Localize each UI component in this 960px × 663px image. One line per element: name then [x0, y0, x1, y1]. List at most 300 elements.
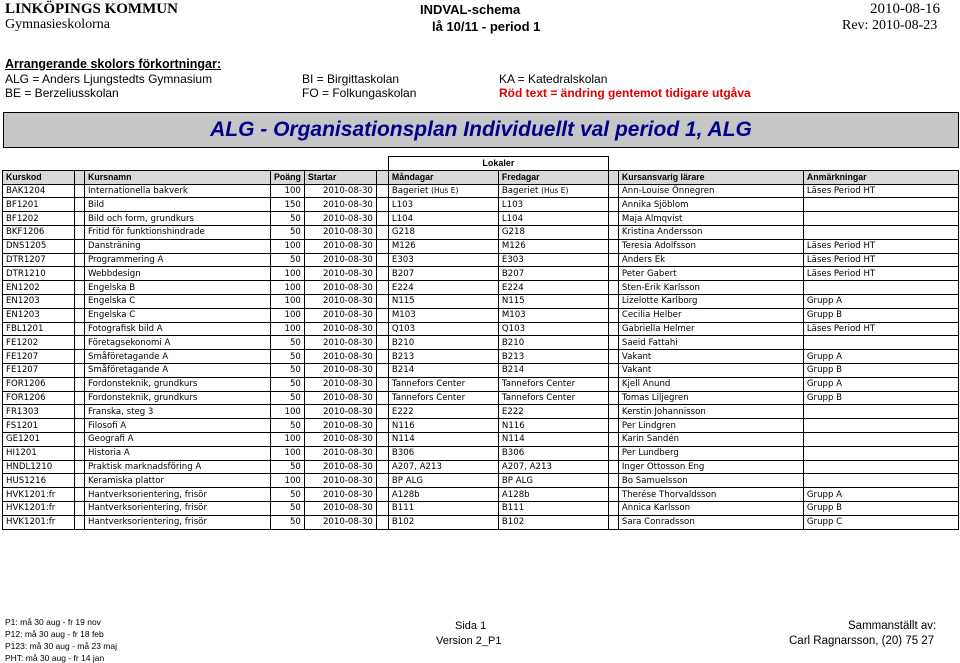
teacher-text: Bo Samuelsson [621, 475, 688, 486]
course-code [3, 432, 75, 446]
course-code [3, 391, 75, 405]
teacher-text: Ann-Louise Önnegren [621, 185, 715, 196]
teacher-text: Inger Ottosson Eng [621, 461, 705, 472]
monday-room-text: M103 [391, 310, 416, 321]
monday-room [388, 515, 498, 529]
course-start-text: 2010-08-30 [322, 323, 373, 334]
course-points [271, 432, 305, 446]
course-code-text: EN1202 [6, 282, 40, 293]
table-row [3, 432, 959, 446]
revision-date: Rev: 2010-08-23 [842, 18, 938, 33]
course-points [271, 460, 305, 474]
lokaler-header: Lokaler [388, 157, 608, 171]
footer-period-p1: P1: må 30 aug - fr 19 nov [5, 617, 101, 627]
monday-room-text: Tannefors Center [391, 392, 466, 403]
friday-room [498, 460, 608, 474]
course-name-text: Hantverksorientering, frisör [88, 503, 207, 514]
course-name-text: Fordonsteknik, grundkurs [88, 379, 198, 390]
monday-room [388, 501, 498, 515]
teacher-text: Per Lundberg [621, 448, 679, 459]
monday-room [388, 432, 498, 446]
remark-text: Läses Period HT [806, 268, 876, 279]
col-kursnamn: Kursnamn [85, 170, 271, 184]
friday-room [498, 391, 608, 405]
remark-text: Läses Period HT [806, 185, 876, 196]
abbr-be: BE = Berzeliusskolan [5, 86, 119, 100]
course-points-text: 100 [284, 434, 301, 445]
teacher [618, 501, 803, 515]
monday-room-text: L103 [391, 199, 414, 210]
course-name [85, 308, 271, 322]
monday-room-text: B306 [391, 448, 415, 459]
monday-room [388, 460, 498, 474]
monday-room [388, 350, 498, 364]
teacher-text: Maja Almqvist [621, 213, 683, 224]
friday-room [498, 281, 608, 295]
course-points-text: 50 [289, 503, 301, 514]
course-code-text: FBL1201 [6, 323, 44, 334]
course-points [271, 322, 305, 336]
remark [803, 212, 958, 226]
friday-room-text: B210 [501, 337, 525, 348]
course-code-text: GE1201 [6, 434, 40, 445]
monday-room [388, 267, 498, 281]
course-code [3, 377, 75, 391]
table-row [3, 515, 959, 529]
version: Version 2_P1 [436, 635, 502, 647]
course-code [3, 446, 75, 460]
course-points [271, 377, 305, 391]
course-code-text: FE1207 [6, 351, 39, 362]
course-points [271, 336, 305, 350]
course-points [271, 184, 305, 198]
monday-room-text: N114 [391, 434, 415, 445]
course-name-text: Webbdesign [88, 268, 141, 279]
course-start [304, 184, 376, 198]
course-start [304, 253, 376, 267]
teacher-text: Kjell Anund [621, 379, 671, 390]
friday-room [498, 322, 608, 336]
teacher [618, 198, 803, 212]
course-name-text: Hantverksorientering, frisör [88, 489, 207, 500]
friday-room [498, 308, 608, 322]
monday-room [388, 322, 498, 336]
teacher-text: Peter Gabert [621, 268, 677, 279]
friday-room [498, 184, 608, 198]
course-name [85, 253, 271, 267]
friday-room-text: B213 [501, 351, 525, 362]
course-code-text: HVK1201:fr [6, 489, 56, 500]
page-number: Sida 1 [455, 620, 487, 632]
friday-room [498, 198, 608, 212]
teacher [618, 391, 803, 405]
col-kurskod: Kurskod [3, 170, 75, 184]
course-name [85, 405, 271, 419]
remark-text: Grupp C [806, 517, 843, 528]
remark [803, 474, 958, 488]
monday-room [388, 225, 498, 239]
friday-room-text: N114 [501, 434, 525, 445]
course-points-text: 50 [289, 337, 301, 348]
school-name: Gymnasieskolorna [5, 17, 110, 32]
teacher-text: Therése Thorvaldsson [621, 489, 717, 500]
course-start [304, 212, 376, 226]
period-title: lå 10/11 - period 1 [432, 19, 541, 34]
monday-room-text: N115 [391, 296, 415, 307]
course-code-text: FOR1206 [6, 379, 46, 390]
course-code-text: HVK1201:fr [6, 503, 56, 514]
footer-period-pht: PHT: må 30 aug - fr 14 jan [5, 653, 105, 663]
table-row [3, 405, 959, 419]
friday-room [498, 419, 608, 433]
course-name [85, 391, 271, 405]
monday-room [388, 405, 498, 419]
teacher-text: Vakant [621, 365, 652, 376]
monday-room [388, 391, 498, 405]
course-start-text: 2010-08-30 [322, 489, 373, 500]
abbr-fo: FO = Folkungaskolan [302, 86, 417, 100]
course-start [304, 501, 376, 515]
remark [803, 391, 958, 405]
course-points [271, 212, 305, 226]
course-start [304, 308, 376, 322]
course-name [85, 446, 271, 460]
course-start [304, 460, 376, 474]
teacher [618, 432, 803, 446]
course-code-text: HUS1216 [6, 475, 47, 486]
table-row [3, 377, 959, 391]
course-code [3, 501, 75, 515]
monday-room-text: B214 [391, 365, 415, 376]
monday-room-text: B111 [391, 503, 415, 514]
teacher [618, 308, 803, 322]
course-name-text: Fotografisk bild A [88, 323, 163, 334]
course-start [304, 350, 376, 364]
course-code [3, 212, 75, 226]
title-banner [3, 112, 959, 148]
org-name: LINKÖPINGS KOMMUN [5, 1, 178, 17]
monday-room [388, 488, 498, 502]
course-start [304, 405, 376, 419]
course-points-text: 100 [284, 241, 301, 252]
course-code [3, 239, 75, 253]
friday-room [498, 225, 608, 239]
course-start [304, 474, 376, 488]
table-row [3, 391, 959, 405]
friday-room [498, 432, 608, 446]
course-start-text: 2010-08-30 [322, 227, 373, 238]
friday-room [498, 294, 608, 308]
course-start-text: 2010-08-30 [322, 268, 373, 279]
table-row [3, 488, 959, 502]
teacher [618, 515, 803, 529]
course-name [85, 239, 271, 253]
course-name-text: Historia A [88, 448, 130, 459]
course-points-text: 100 [284, 448, 301, 459]
friday-room [498, 501, 608, 515]
doc-title: INDVAL-schema [420, 2, 521, 17]
teacher-text: Karin Sandén [621, 434, 680, 445]
course-start [304, 391, 376, 405]
friday-room-text: L104 [501, 213, 524, 224]
teacher [618, 419, 803, 433]
course-points-text: 50 [289, 517, 301, 528]
course-start-text: 2010-08-30 [322, 296, 373, 307]
monday-room [388, 212, 498, 226]
monday-room-text: E303 [391, 254, 414, 265]
course-code-text: BKF1206 [6, 227, 45, 238]
col-anm: Anmärkningar [803, 170, 958, 184]
remark-text: Grupp B [806, 365, 843, 376]
friday-room-text: N115 [501, 296, 525, 307]
monday-room-text: L104 [391, 213, 414, 224]
course-code-text: DTR1207 [6, 254, 46, 265]
table-row [3, 460, 959, 474]
course-points-text: 50 [289, 392, 301, 403]
column-header-row [3, 170, 959, 184]
course-start-text: 2010-08-30 [322, 461, 373, 472]
course-name [85, 474, 271, 488]
course-name-text: Internationella bakverk [88, 185, 188, 196]
teacher [618, 350, 803, 364]
doc-date: 2010-08-16 [870, 1, 940, 17]
course-start [304, 239, 376, 253]
course-start-text: 2010-08-30 [322, 475, 373, 486]
course-code [3, 322, 75, 336]
course-start [304, 267, 376, 281]
course-points-text: 50 [289, 213, 301, 224]
course-points [271, 294, 305, 308]
teacher-text: Annika Sjöblom [621, 199, 689, 210]
table-row [3, 239, 959, 253]
course-points-text: 100 [284, 185, 301, 196]
abbr-ka: KA = Katedralskolan [499, 72, 608, 86]
course-code-text: EN1203 [6, 310, 40, 321]
course-code [3, 488, 75, 502]
course-name [85, 460, 271, 474]
remark [803, 253, 958, 267]
monday-room [388, 294, 498, 308]
teacher [618, 239, 803, 253]
course-start-text: 2010-08-30 [322, 379, 373, 390]
table-row [3, 419, 959, 433]
teacher-text: Teresia Adolfsson [621, 241, 696, 252]
table-row [3, 184, 959, 198]
teacher [618, 253, 803, 267]
col-larare: Kursansvarig lärare [618, 170, 803, 184]
course-name [85, 294, 271, 308]
remark [803, 363, 958, 377]
course-code-text: HNDL1210 [6, 461, 53, 472]
teacher [618, 474, 803, 488]
course-points [271, 253, 305, 267]
course-points-text: 50 [289, 351, 301, 362]
table-row [3, 322, 959, 336]
course-name-text: Fordonsteknik, grundkurs [88, 392, 198, 403]
course-points [271, 501, 305, 515]
table-row [3, 281, 959, 295]
monday-room [388, 308, 498, 322]
remark-text: Läses Period HT [806, 241, 876, 252]
compiled-label: Sammanställt av: [848, 620, 937, 632]
course-points-text: 50 [289, 420, 301, 431]
course-name-text: Företagsekonomi A [88, 337, 171, 348]
abbreviations-title: Arrangerande skolors förkortningar: [5, 57, 222, 71]
remark-text: Läses Period HT [806, 323, 876, 334]
course-name-text: Bild [88, 199, 105, 210]
course-points-text: 50 [289, 227, 301, 238]
course-name-text: Dansträning [88, 241, 141, 252]
table-row [3, 474, 959, 488]
course-points [271, 225, 305, 239]
teacher [618, 363, 803, 377]
course-points [271, 391, 305, 405]
course-points-text: 100 [284, 323, 301, 334]
course-code-text: DNS1205 [6, 241, 47, 252]
course-points-text: 50 [289, 461, 301, 472]
course-start [304, 419, 376, 433]
course-start [304, 363, 376, 377]
course-start-text: 2010-08-30 [322, 351, 373, 362]
course-name [85, 432, 271, 446]
monday-room [388, 281, 498, 295]
course-name-text: Engelska C [88, 310, 136, 321]
teacher [618, 281, 803, 295]
friday-room [498, 474, 608, 488]
course-code [3, 308, 75, 322]
monday-room [388, 377, 498, 391]
course-name-text: Hantverksorientering, frisör [88, 517, 207, 528]
course-points [271, 488, 305, 502]
teacher-text: Annica Karlsson [621, 503, 691, 514]
monday-room-text: Tannefors Center [391, 379, 466, 390]
course-start [304, 225, 376, 239]
monday-room-text: N116 [391, 420, 415, 431]
table-row [3, 253, 959, 267]
course-start [304, 198, 376, 212]
teacher-text: Kerstin Johannisson [621, 406, 706, 417]
remark [803, 198, 958, 212]
course-start-text: 2010-08-30 [322, 517, 373, 528]
teacher-text: Sten-Erik Karlsson [621, 282, 700, 293]
friday-room-text: Tannefors Center [501, 379, 576, 390]
course-code-text: DTR1210 [6, 268, 46, 279]
monday-room [388, 184, 498, 198]
course-code-text: HVK1201:fr [6, 517, 56, 528]
course-start-text: 2010-08-30 [322, 254, 373, 265]
remark-text: Grupp B [806, 392, 843, 403]
course-start-text: 2010-08-30 [322, 241, 373, 252]
course-name-text: Geografi A [88, 434, 134, 445]
table-row [3, 198, 959, 212]
remark-text: Grupp A [806, 489, 843, 500]
course-points [271, 405, 305, 419]
friday-room-text: Q103 [501, 323, 526, 334]
course-start [304, 377, 376, 391]
course-name-text: Franska, steg 3 [88, 406, 154, 417]
monday-room-text: M126 [391, 241, 416, 252]
teacher-text: Cecilia Helber [621, 310, 682, 321]
remark [803, 308, 958, 322]
course-name [85, 363, 271, 377]
teacher-text: Gabriella Helmer [621, 323, 695, 334]
monday-room-text: B207 [391, 268, 415, 279]
friday-room-text: M126 [501, 241, 526, 252]
abbr-alg: ALG = Anders Ljungstedts Gymnasium [5, 72, 213, 86]
course-start-text: 2010-08-30 [322, 406, 373, 417]
table-row [3, 308, 959, 322]
banner-title: ALG - Organisationsplan Individuellt val period 1, ALG [210, 118, 752, 141]
friday-room [498, 267, 608, 281]
course-code [3, 363, 75, 377]
course-code-text: FE1202 [6, 337, 39, 348]
course-points-text: 50 [289, 254, 301, 265]
course-start [304, 294, 376, 308]
remark [803, 377, 958, 391]
remark-text: Grupp B [806, 503, 843, 514]
friday-room-text: B306 [501, 448, 525, 459]
teacher [618, 488, 803, 502]
course-points [271, 419, 305, 433]
course-points-text: 50 [289, 365, 301, 376]
monday-room-text: G218 [391, 227, 415, 238]
course-code-text: FR1303 [6, 406, 39, 417]
teacher-text: Anders Ek [621, 254, 666, 265]
course-code-text: BF1201 [6, 199, 39, 210]
friday-room-building: (Hus E) [541, 185, 569, 195]
course-start-text: 2010-08-30 [322, 337, 373, 348]
monday-room [388, 198, 498, 212]
col-poang: Poäng [271, 170, 305, 184]
course-points [271, 198, 305, 212]
course-start [304, 432, 376, 446]
course-code-text: FOR1206 [6, 392, 46, 403]
friday-room [498, 405, 608, 419]
course-name-text: Filosofi A [88, 420, 127, 431]
course-start-text: 2010-08-30 [322, 282, 373, 293]
monday-room-text: A207, A213 [391, 461, 442, 472]
course-points [271, 239, 305, 253]
teacher [618, 212, 803, 226]
friday-room-text: E303 [501, 254, 524, 265]
course-name [85, 322, 271, 336]
remark [803, 239, 958, 253]
remark [803, 419, 958, 433]
course-points [271, 267, 305, 281]
remark [803, 350, 958, 364]
friday-room [498, 488, 608, 502]
col-fredag: Fredagar [498, 170, 608, 184]
teacher [618, 184, 803, 198]
remark [803, 267, 958, 281]
friday-room-text: L103 [501, 199, 524, 210]
friday-room [498, 336, 608, 350]
table-row [3, 267, 959, 281]
monday-room [388, 253, 498, 267]
monday-room-text: A128b [391, 489, 420, 500]
monday-room [388, 336, 498, 350]
course-code [3, 225, 75, 239]
course-code-text: FS1201 [6, 420, 39, 431]
monday-room-text: B210 [391, 337, 415, 348]
teacher [618, 405, 803, 419]
course-start [304, 336, 376, 350]
friday-room-text: M103 [501, 310, 526, 321]
table-row [3, 212, 959, 226]
course-name-text: Småföretagande A [88, 351, 169, 362]
course-name [85, 377, 271, 391]
remark [803, 184, 958, 198]
